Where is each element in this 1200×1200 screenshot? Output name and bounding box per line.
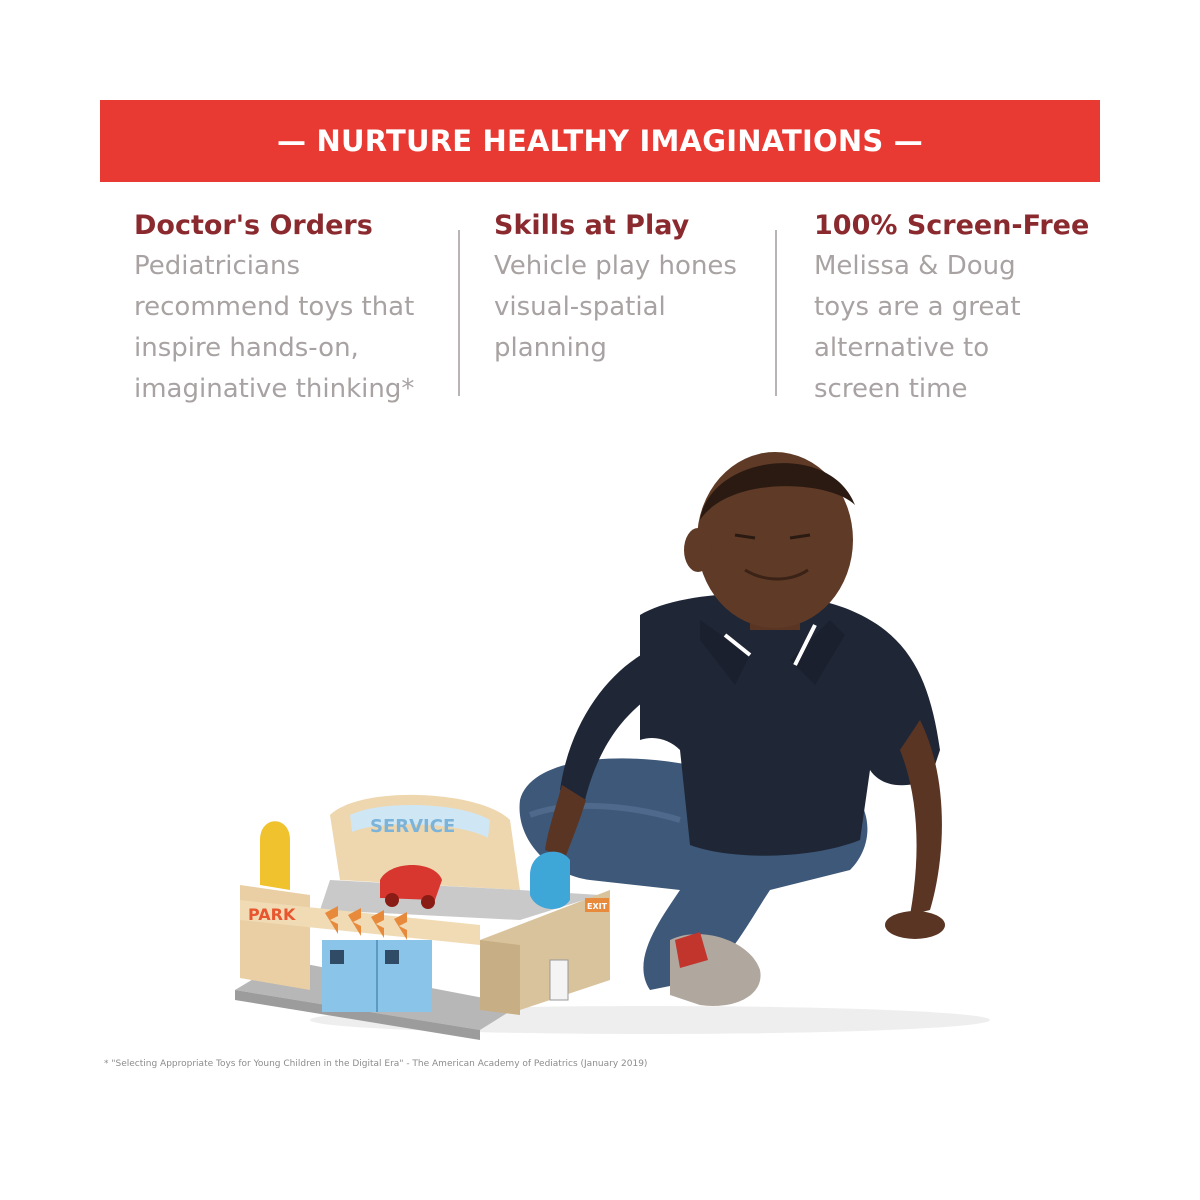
feature-line: toys are a great — [814, 292, 1021, 322]
service-sign: SERVICE — [370, 816, 456, 837]
column-divider — [458, 230, 460, 396]
feature-text — [814, 246, 1089, 410]
feature-line: Pediatricians — [134, 251, 300, 281]
feature-line: imaginative thinking* — [134, 374, 415, 404]
banner-title: — NURTURE HEALTHY IMAGINATIONS — — [277, 124, 923, 158]
feature-line: Melissa & Doug — [814, 251, 1016, 281]
feature-title: Skills at Play — [494, 210, 690, 241]
feature-screen-free — [814, 206, 1089, 410]
column-divider — [775, 230, 777, 396]
feature-line: screen time — [814, 374, 968, 404]
feature-text — [494, 246, 737, 369]
feature-title: 100% Screen-Free — [814, 210, 1090, 241]
feature-skills-at-play — [494, 206, 737, 369]
gas-pump — [550, 960, 568, 1000]
park-sign: PARK — [248, 905, 296, 924]
feature-title: Doctor's Orders — [134, 210, 373, 241]
product-photo — [230, 420, 990, 1040]
exit-sign: EXIT — [587, 902, 608, 911]
feature-line: recommend toys that — [134, 292, 415, 322]
feature-line: inspire hands-on, — [134, 333, 359, 363]
feature-line: alternative to — [814, 333, 990, 363]
banner — [100, 100, 1100, 182]
feature-line: Vehicle play hones — [494, 251, 737, 281]
footnote: * "Selecting Appropriate Toys for Young Children in the Digital Era" - The American Academy of Pediatrics (January 2019) — [104, 1059, 648, 1069]
feature-line: visual-spatial — [494, 292, 666, 322]
feature-text — [134, 246, 414, 410]
feature-doctors-orders — [134, 206, 414, 410]
feature-line: planning — [494, 333, 607, 363]
blue-car-toy — [530, 852, 570, 909]
